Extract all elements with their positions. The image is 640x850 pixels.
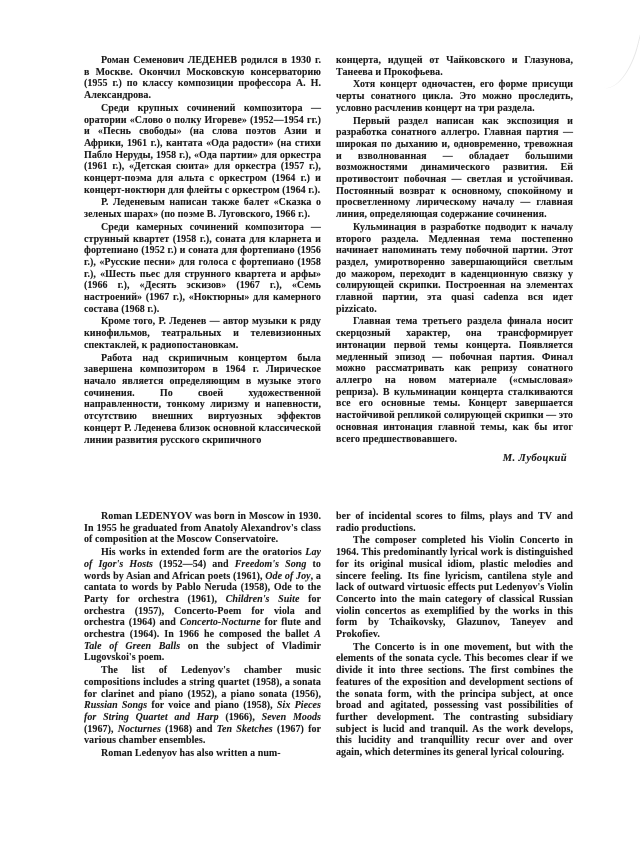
text-run: Р. Леденевым написан также балет «Сказка о зеленых шарах» (по поэме В. Луговского, 1966 г.). <box>84 197 321 221</box>
paragraph <box>336 316 573 445</box>
text-run: The list of Ledenyov's chamber music compositions includes a string quartet (1958), a sonata for clarinet and piano (1952), a piano sonata (1956), <box>84 665 321 700</box>
text-run: Работа над скрипичным концертом была завершена композитором в 1964 г. Лирическое начало является определяющим в музыке этого сочинения. По своей художественной направленности, тонкому лиризму и напевности, отсутствию внешних виртуозных эффектов концерт Р. Леденева близок основной классической линии развития русского скрипичного <box>84 352 321 446</box>
paragraph <box>336 535 573 640</box>
text-run: Roman Ledenyov has also written a num- <box>101 748 281 760</box>
paragraph <box>336 511 573 534</box>
paragraph <box>84 353 321 447</box>
text-run: on the subject of Vladimir Lugovskoi's poem. <box>84 640 321 664</box>
text-run: His works in extended form are the oratorios <box>101 547 306 559</box>
russian-right-column <box>336 55 573 465</box>
paragraph <box>336 222 573 316</box>
text-run: (1967) for various chamber ensembles. <box>84 723 321 747</box>
paragraph <box>84 665 321 747</box>
text-run: to words by Asian and African poets (1961), <box>84 558 321 582</box>
text-run: Первый раздел написан как экспозиция и разработка сонатного аллегро. Главная партия — широкая по дыханию и, одновременно, тревожная и взволнованная — обладает большими возможностями динамического развития. Ей противостоит побочная — светлая и устойчивая. Постоянный возврат к основному, спокойному и просветленному лирическому началу — главная линия, определяющая содержание сочинения. <box>336 115 573 221</box>
russian-left-column <box>84 55 321 447</box>
text-run: ber of incidental scores to films, plays and TV and radio productions. <box>336 511 573 534</box>
text-run: (1968) and <box>160 723 217 735</box>
text-run: Кульминация в разработке подводит к началу второго раздела. Медленная тема постепенно начинает напоминать тему побочной партии. Этот раздел, умиротворенно завершающийся светлым до мажором, переходит в каденционную связку у солирующей скрипки. Построенная на элементах главной партии, эта quasi cadenza вся идет pizzicato. <box>336 221 573 315</box>
paragraph <box>84 103 321 197</box>
text-run: for orchestra (1957), Concerto-Poem for viola and orchestra (1964) and <box>84 593 321 629</box>
text-run: Кроме того, Р. Леденев — автор музыки к ряду кинофильмов, театральных и телевизионных спектаклей, к радиопостановкам. <box>84 316 321 351</box>
text-run: Среди крупных сочинений композитора — оратории «Слово о полку Игореве» (1952—1954 гг.) и «Песнь свободы» (на слова поэтов Азии и Африки, 1961 г.), кантата «Ода радости» (на стихи Пабло Неруды, 1958 г.), «Ода партии» для оркестра (1961 г.), «Детская сюита» для оркестра (1957 г.), концерт-поэма для альта с оркестром (1964 г.) и концерт-ноктюрн для флейты с оркестром (1964 г.). <box>84 102 321 196</box>
paragraph <box>84 748 321 760</box>
text-run: Russian Songs <box>84 700 148 712</box>
text-run: концерта, идущей от Чайковского и Глазунова, Танеева и Прокофьева. <box>336 55 573 78</box>
text-run: Главная тема третьего раздела финала носит скерцозный характер, она трансформирует интонации первой темы концерта. Появляется медленный эпизод — побочная партия. Финал можно рассматривать как репризу сонатного аллегро на новом материале («смысловая» реприза). В кульминации концерта сталкиваются все его основные темы. Концерт завершается настойчивой репликой солирующей скрипки — это основная интонация главной темы, как бы итог всего предшествовавшего. <box>336 316 573 445</box>
paragraph <box>336 79 573 114</box>
text-run: Lay of Igor's Hosts <box>84 547 321 570</box>
text-run: (1966), <box>218 711 262 723</box>
text-run: (1967), <box>84 723 118 735</box>
text-run: The composer completed his Violin Concerto in 1964. This predominantly lyrical work is distinguished for its original musical idiom, plastic melodies and sincere feeling. Its fine lyricism, cantilena style and lack of outward virtuosic effects put Ledenyov's Violin Concerto into the main category of classical Russian violin concertos as exemplified by the works in this form by Tchaikovsky, Glazunov, Taneyev and Prokofiev. <box>336 535 573 641</box>
text-run: Seven Moods <box>261 711 321 723</box>
text-run: A Tale of Green Balls <box>84 629 321 652</box>
english-left-column <box>84 511 321 761</box>
paragraph <box>336 642 573 759</box>
text-run: Роман Семенович ЛЕДЕНЕВ родился в 1930 г. в Москве. Окончил Московскую консерваторию (1955 г.) по классу композиции профессора А. Н. Александрова. <box>84 55 321 102</box>
text-run: Roman LEDENYOV was born in Moscow in 1930. In 1955 he graduated from Anatoly Alexandrov's class of composition at the Moscow Conservatoire. <box>84 511 321 546</box>
text-run: The Concerto is in one movement, but with the elements of the sonata cycle. This becomes clear if we divide it into three sections. The first combines the features of the exposition and development sections of the sonata form, with the principa subject, at once broad and agitated, possessing vast possibilities of further development. The contrasting subsidiary subject is lucid and tranquil. As the work develops, this lucidity and tranquillity recur over and over again, which determines its general lyrical colouring. <box>336 641 573 759</box>
paragraph <box>84 316 321 351</box>
text-run: Ten Sketches <box>216 723 273 735</box>
paragraph <box>336 116 573 221</box>
author-signature: М. Лубоцкий <box>502 453 567 465</box>
text-run: for flute and orchestra (1964). In 1966 he composed the ballet <box>84 617 321 641</box>
paragraph <box>84 547 321 664</box>
scan-scratch-artifact <box>588 3 640 94</box>
text-run: , a cantata to words by Pablo Neruda (1958), Ode to the Party for orchestra (1961), <box>84 570 321 605</box>
paragraph <box>336 55 573 78</box>
russian-right-column-text <box>336 55 573 445</box>
paragraph <box>84 55 321 102</box>
paragraph <box>84 222 321 316</box>
text-run: Concerto-Nocturne <box>179 617 261 629</box>
text-run: Nocturnes <box>117 723 161 735</box>
text-run: Six Pieces for String Quartet and Harp <box>84 700 321 723</box>
text-run: Children's Suite <box>225 593 300 605</box>
text-run: Ode of Joy <box>265 570 311 582</box>
text-run: Хотя концерт одночастен, его форме присущи черты сонатного цикла. Это можно проследить, условно расчленив концерт на три раздела. <box>336 79 573 114</box>
text-run: Среди камерных сочинений композитора — струнный квартет (1958 г.), соната для кларнета и фортепиано (1952 г.) и соната для фортепиано (1956 г.), «Русские песни» для голоса с фортепиано (1958 г.), «Шесть пьес для струнного квартета и арфы» (1966 г.), «Десять эскизов» (1967 г.), «Семь настроений» (1967 г.), «Ноктюрны» для камерного состава (1968 г.). <box>84 221 321 315</box>
paragraph <box>84 511 321 546</box>
text-run: Freedom's Song <box>234 558 307 570</box>
paragraph <box>84 197 321 220</box>
english-right-column <box>336 511 573 760</box>
text-run: (1952—54) and <box>152 558 235 570</box>
text-run: for voice and piano (1958), <box>147 700 277 712</box>
